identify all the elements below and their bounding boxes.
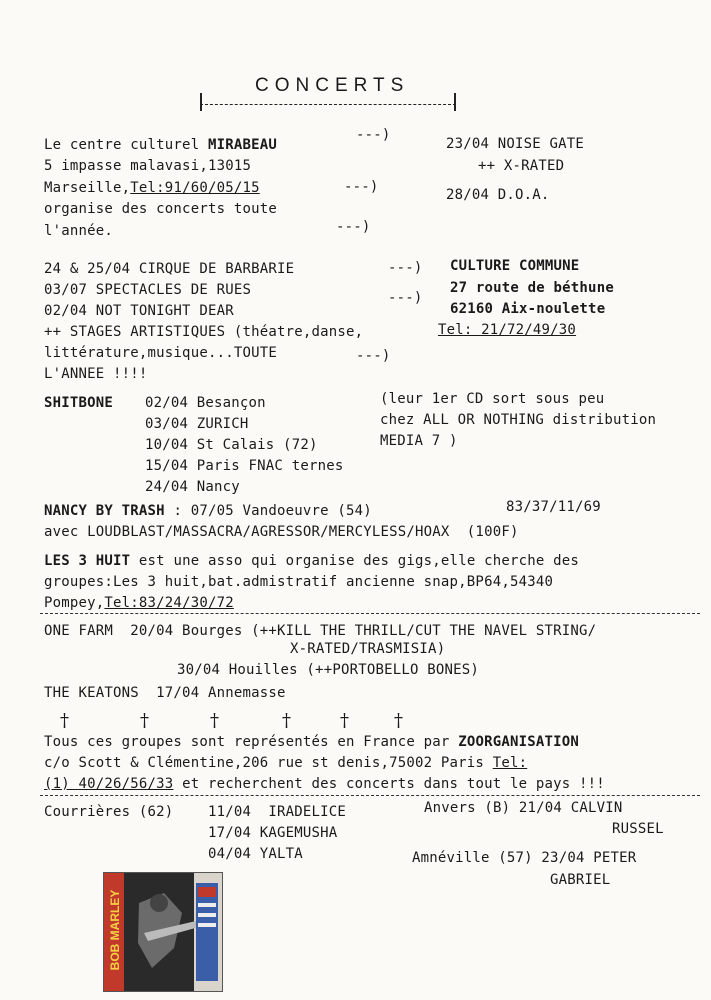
program-line-1: 24 & 25/04 CIRQUE DE BARBARIE [44,261,295,277]
mirabeau-line-5: l'année. [44,223,114,239]
onefarm-line-3: 30/04 Houilles (++PORTOBELLO BONES) [177,662,480,678]
dagger-mark: † [394,710,403,731]
culture-commune-line-3: 62160 Aix-noulette [450,301,606,317]
program-line-6: L'ANNEE !!!! [44,366,148,382]
arrow-1: ---) [356,127,391,143]
keatons-line: THE KEATONS 17/04 Annemasse [44,685,286,701]
nancy-line-1: NANCY BY TRASH : 07/05 Vandoeuvre (54) [44,503,372,519]
noise-gate-line-3: 28/04 D.O.A. [446,187,550,203]
noise-gate-line-2: ++ X-RATED [478,158,565,174]
nancy-name: NANCY BY TRASH [44,503,165,519]
zoorg-line-3: (1) 40/26/56/33 et recherchent des concerts dans tout le pays !!! [44,776,605,792]
shitbone-date: 03/04 ZURICH [145,416,249,432]
anvers-line-2: RUSSEL [612,821,664,837]
zoorg-name: ZOORGANISATION [458,734,579,750]
title-underline [200,104,456,105]
program-line-4: ++ STAGES ARTISTIQUES (théatre,danse, [44,324,364,340]
zoorg-tel-label: Tel: [492,755,528,771]
mirabeau-tel: Tel:91/60/05/15 [130,180,260,196]
onefarm-line-1: ONE FARM 20/04 Bourges (++KILL THE THRILL/CUT THE NAVEL STRING/ [44,623,597,639]
courrieres-date: 17/04 KAGEMUSHA [208,825,338,841]
les3huit-line-2: groupes:Les 3 huit,bat.admistratif ancienne snap,BP64,54340 [44,574,554,590]
arrow-4: ---) [388,260,423,276]
arrow-3: ---) [336,219,371,235]
culture-commune-tel: Tel: 21/72/49/30 [438,322,577,338]
noise-gate-line-1: 23/04 NOISE GATE [446,136,585,152]
onefarm-line-2: X-RATED/TRASMISIA) [290,641,446,657]
culture-commune-name: CULTURE COMMUNE [450,258,580,274]
mirabeau-line-1: Le centre culturel MIRABEAU [44,137,277,153]
shitbone-note: MEDIA 7 ) [380,433,458,449]
anvers-line-1: Anvers (B) 21/04 CALVIN [424,800,623,816]
culture-commune-line-2: 27 route de béthune [450,280,614,296]
nancy-line-2: avec LOUDBLAST/MASSACRA/AGRESSOR/MERCYLESS/HOAX (100F) [44,524,519,540]
dagger-mark: † [210,710,219,731]
dagger-mark: † [60,710,69,731]
shitbone-note: chez ALL OR NOTHING distribution [380,412,657,428]
dagger-mark: † [282,710,291,731]
courrieres-date: 11/04 IRADELICE [208,804,347,820]
mirabeau-line-4: organise des concerts toute [44,201,277,217]
shitbone-date: 15/04 Paris FNAC ternes [145,458,344,474]
photo-caption: BOB MARLEY [108,889,122,971]
divider-1 [40,613,700,614]
courrieres-date: 04/04 YALTA [208,846,303,862]
rule-left-tick [200,93,202,111]
program-line-3: 02/04 NOT TONIGHT DEAR [44,303,234,319]
mirabeau-line-2: 5 impasse malavasi,13015 [44,158,252,174]
arrow-6: ---) [356,348,391,364]
zoorg-tel: (1) 40/26/56/33 [44,776,174,792]
rule-right-tick [454,93,456,111]
shitbone-date: 24/04 Nancy [145,479,240,495]
mirabeau-name: MIRABEAU [207,137,277,153]
dagger-mark: † [340,710,349,731]
les3huit-name: LES 3 HUIT [44,553,131,569]
amneville-line-2: GABRIEL [550,872,611,888]
nancy-tel: 83/37/11/69 [506,499,601,515]
program-line-5: littérature,musique...TOUTE [44,345,277,361]
zoorg-line-2: c/o Scott & Clémentine,206 rue st denis,75002 Paris Tel: [44,755,528,771]
shitbone-date: 10/04 St Calais (72) [145,437,318,453]
bob-marley-photo [103,872,223,992]
page-title: CONCERTS [255,75,410,96]
divider-2 [40,795,700,796]
les3huit-line-3: Pompey,Tel:83/24/30/72 [44,595,234,611]
shitbone-date: 02/04 Besançon [145,395,266,411]
amneville-line-1: Amnéville (57) 23/04 PETER [412,850,637,866]
zoorg-line-1: Tous ces groupes sont représentés en France par ZOORGANISATION [44,734,579,750]
mirabeau-line-3: Marseille,Tel:91/60/05/15 [44,180,260,196]
arrow-2: ---) [344,179,379,195]
les3huit-line-1: LES 3 HUIT est une asso qui organise des gigs,elle cherche des [44,553,579,569]
arrow-5: ---) [388,290,423,306]
shitbone-name: SHITBONE [44,395,114,411]
les3huit-tel: Tel:83/24/30/72 [104,595,234,611]
shitbone-note: (leur 1er CD sort sous peu [380,391,605,407]
dagger-mark: † [140,710,149,731]
program-line-2: 03/07 SPECTACLES DE RUES [44,282,252,298]
courrieres-place: Courrières (62) [44,804,174,820]
